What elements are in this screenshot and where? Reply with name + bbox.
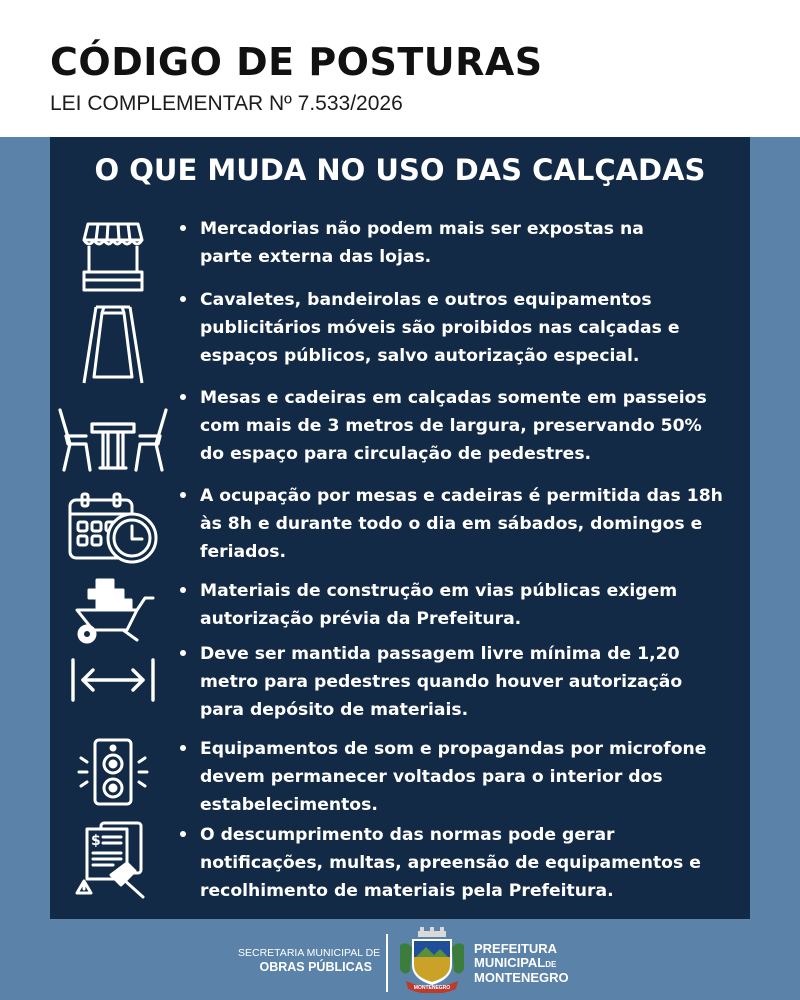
municipal-crest-logo	[396, 927, 468, 997]
list-item-text: Mesas e cadeiras em calçadas somente em passeios com mais de 3 metros de largura, preservando 50% do espaço para circulação de pedestres.	[200, 388, 707, 464]
calendar-clock-icon	[50, 489, 175, 567]
prefeitura-de: DE	[545, 959, 557, 969]
list-item-text: Materiais de construção em vias públicas exigem autorização prévia da Prefeitura.	[200, 581, 678, 629]
prefeitura-line2: MUNICIPAL	[474, 954, 546, 970]
list-item-text: Mercadorias não podem mais ser expostas na parte externa das lojas.	[200, 219, 644, 267]
footer-divider	[386, 934, 388, 992]
wheelbarrow-bricks-icon	[50, 573, 175, 648]
market-stall-icon	[50, 217, 175, 297]
list-item-text: Cavaletes, bandeirolas e outros equipamentos publicitários móveis são proibidos nas calçadas e espaços públicos, salvo autorização especial.	[200, 290, 680, 366]
prefeitura-label	[474, 942, 569, 985]
bullet	[180, 492, 186, 498]
prefeitura-line3: MONTENEGRO	[474, 970, 569, 985]
width-arrow-icon	[50, 655, 175, 705]
secretaria-label	[238, 946, 381, 974]
list-item-text: Deve ser mantida passagem livre mínima de 1,20 metro para pedestres quando houver autorização para depósito de materiais.	[200, 644, 683, 720]
table-chairs-icon	[50, 399, 175, 479]
header	[0, 0, 800, 137]
crest-banner-text: MONTENEGRO	[413, 985, 451, 991]
fine-document-gavel-icon	[50, 817, 175, 901]
info-panel	[50, 137, 750, 919]
bullet	[180, 394, 186, 400]
a-frame-sign-icon	[50, 300, 175, 390]
svg-text:$: $	[90, 833, 101, 849]
secretaria-line2: OBRAS PÚBLICAS	[259, 960, 372, 974]
list-item-text: Equipamentos de som e propagandas por microfone devem permanecer voltados para o interior dos estabelecimentos.	[200, 739, 707, 815]
bullet	[180, 650, 186, 656]
panel-heading: O QUE MUDA NO USO DAS CALÇADAS	[94, 153, 706, 187]
list-item-text: O descumprimento das normas pode gerar notificações, multas, apreensão de equipamentos e recolhimento de materiais pela Prefeitura.	[200, 825, 701, 901]
bullet	[180, 296, 186, 302]
bullet	[180, 745, 186, 751]
prefeitura-line1: PREFEITURA	[474, 941, 558, 956]
speaker-icon	[50, 734, 175, 810]
bullet	[180, 587, 186, 593]
page-title: CÓDIGO DE POSTURAS	[50, 40, 543, 84]
page-subtitle: LEI COMPLEMENTAR Nº 7.533/2026	[50, 92, 403, 115]
secretaria-line1: SECRETARIA MUNICIPAL DE	[238, 947, 381, 959]
list-item-text: A ocupação por mesas e cadeiras é permitida das 18h às 8h e durante todo o dia em sábados, domingos e feriados.	[200, 486, 723, 562]
bullet	[180, 225, 186, 231]
bullet	[180, 831, 186, 837]
